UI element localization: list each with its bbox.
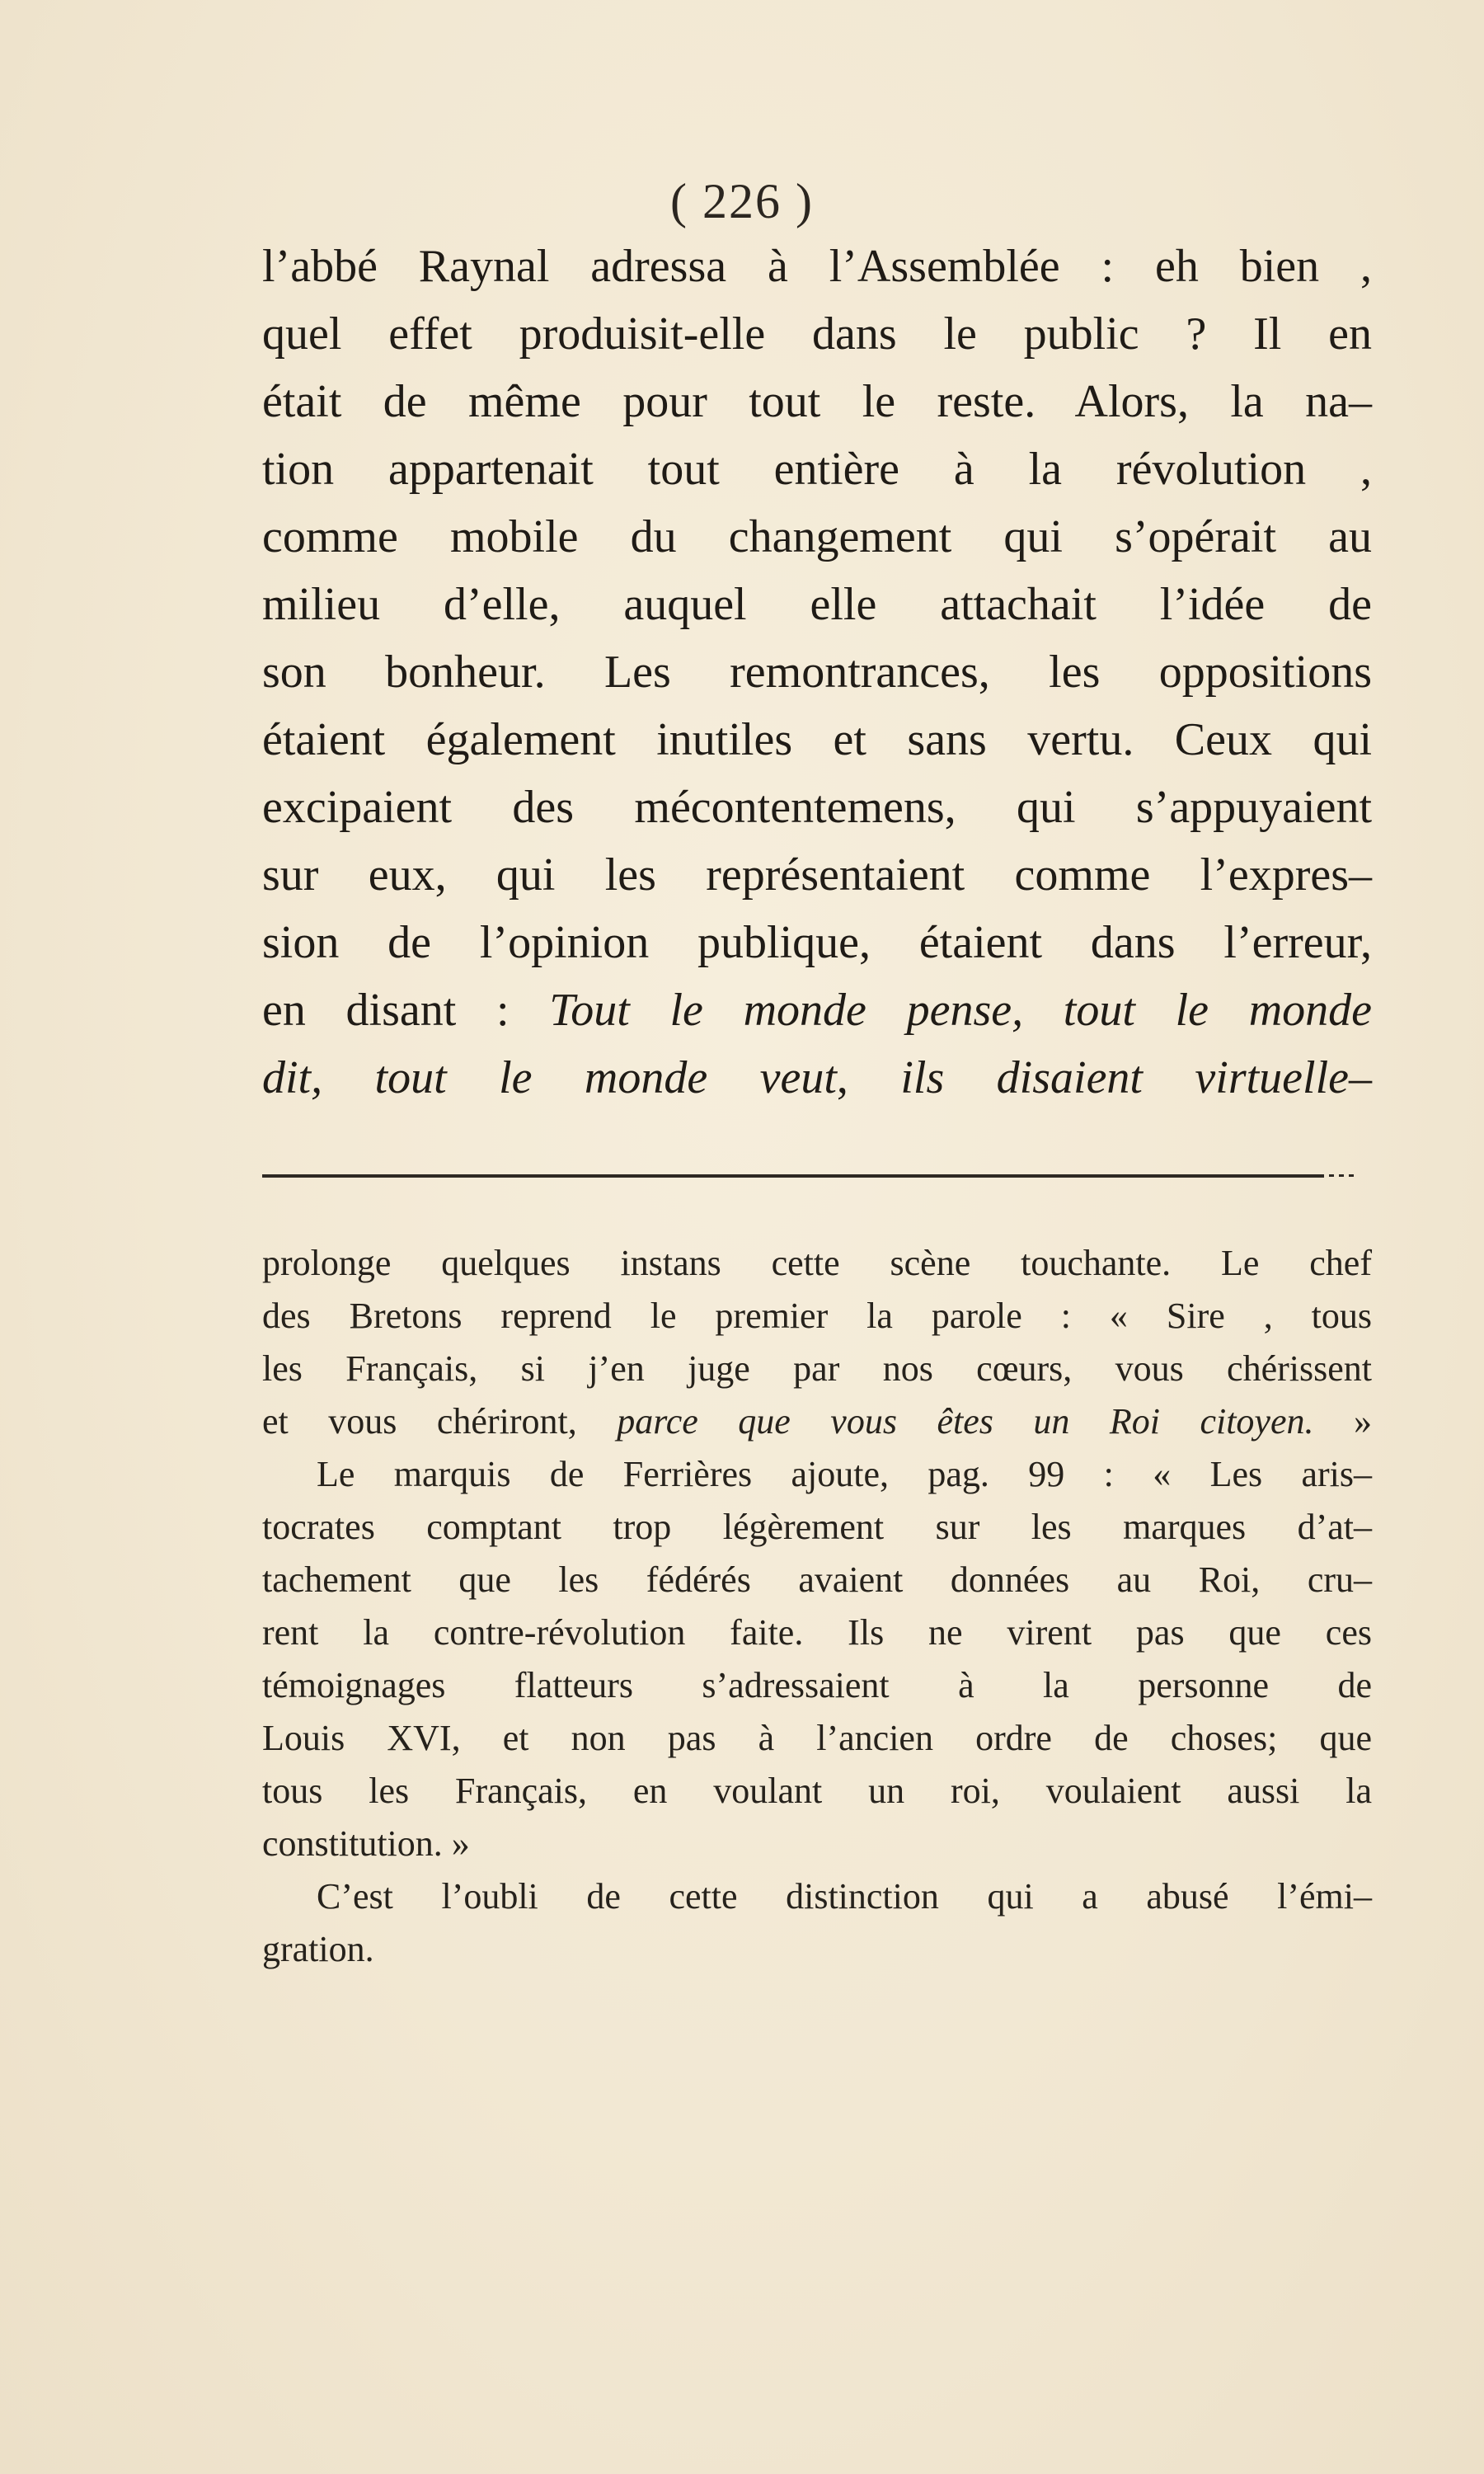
footnote-line-mixed — [262, 1395, 1372, 1448]
main-line: l’abbé Raynal adressa à l’Assemblée : eh bien , — [262, 241, 1372, 292]
footnote-line: témoignages flatteurs s’adressaient à la personne de — [262, 1665, 1372, 1705]
main-line: sur eux, qui les représentaient comme l’expres– — [262, 849, 1372, 901]
main-line-italic: ils disaient virtuelle– — [900, 1052, 1372, 1103]
main-line: était de même pour tout le reste. Alors, la na– — [262, 376, 1372, 427]
footnote-block — [262, 1237, 1372, 1976]
main-line-mixed — [262, 976, 1372, 1044]
footnote-line: des Bretons reprend le premier la parole : « Sire , tous — [262, 1296, 1372, 1336]
page-number: ( 226 ) — [670, 174, 814, 228]
footnote-line: Le marquis de Ferrières ajoute, pag. 99 : « Les aris– — [317, 1454, 1372, 1494]
footnote-line: les Français, si j’en juge par nos cœurs, vous chérissent — [262, 1348, 1372, 1389]
footnote-line: tocrates comptant trop légèrement sur les marques d’at– — [262, 1507, 1372, 1547]
main-line: son bonheur. Les remontrances, les oppositions — [262, 647, 1372, 698]
footnote-plain: » — [1313, 1401, 1373, 1442]
main-line-italic: Tout le monde pense, tout le monde — [549, 985, 1372, 1036]
footnote-line: Louis XVI, et non pas à l’ancien ordre de choses; que — [262, 1718, 1372, 1758]
main-line: comme mobile du changement qui s’opérait au — [262, 511, 1372, 562]
main-line-plain: en disant : — [262, 985, 550, 1036]
footnote-line: rent la contre-révolution faite. Ils ne virent pas que ces — [262, 1612, 1372, 1653]
footnote-line: tachement que les fédérés avaient données au Roi, cru– — [262, 1559, 1372, 1600]
footnote-line: constitution. » — [262, 1823, 470, 1864]
main-line-plain: , — [836, 1052, 901, 1103]
main-text-block — [262, 233, 1372, 1112]
footnote-line: C’est l’oubli de cette distinction qui a abusé l’émi– — [317, 1876, 1372, 1917]
footnote-plain: et vous chériront, — [262, 1401, 618, 1442]
main-line-italic: dit, tout le monde veut — [262, 1052, 837, 1103]
footnote-italic: parce que vous êtes un Roi citoyen. — [617, 1401, 1314, 1442]
main-line: tion appartenait tout entière à la révolution , — [262, 444, 1372, 495]
main-line: sion de l’opinion publique, étaient dans l’erreur, — [262, 917, 1372, 968]
main-line: quel effet produisit-elle dans le public ? Il en — [262, 308, 1372, 360]
main-line: étaient également inutiles et sans vertu. Ceux qui — [262, 714, 1372, 765]
main-line-mixed — [262, 1044, 1372, 1112]
footnote-line: tous les Français, en voulant un roi, voulaient aussi la — [262, 1771, 1372, 1811]
footnote-separator-rule — [262, 1174, 1324, 1178]
footnote-line: gration. — [262, 1929, 374, 1969]
main-line: milieu d’elle, auquel elle attachait l’idée de — [262, 579, 1372, 630]
main-line: excipaient des mécontentemens, qui s’appuyaient — [262, 782, 1372, 833]
footnote-line: prolonge quelques instans cette scène touchante. Le chef — [262, 1243, 1372, 1283]
